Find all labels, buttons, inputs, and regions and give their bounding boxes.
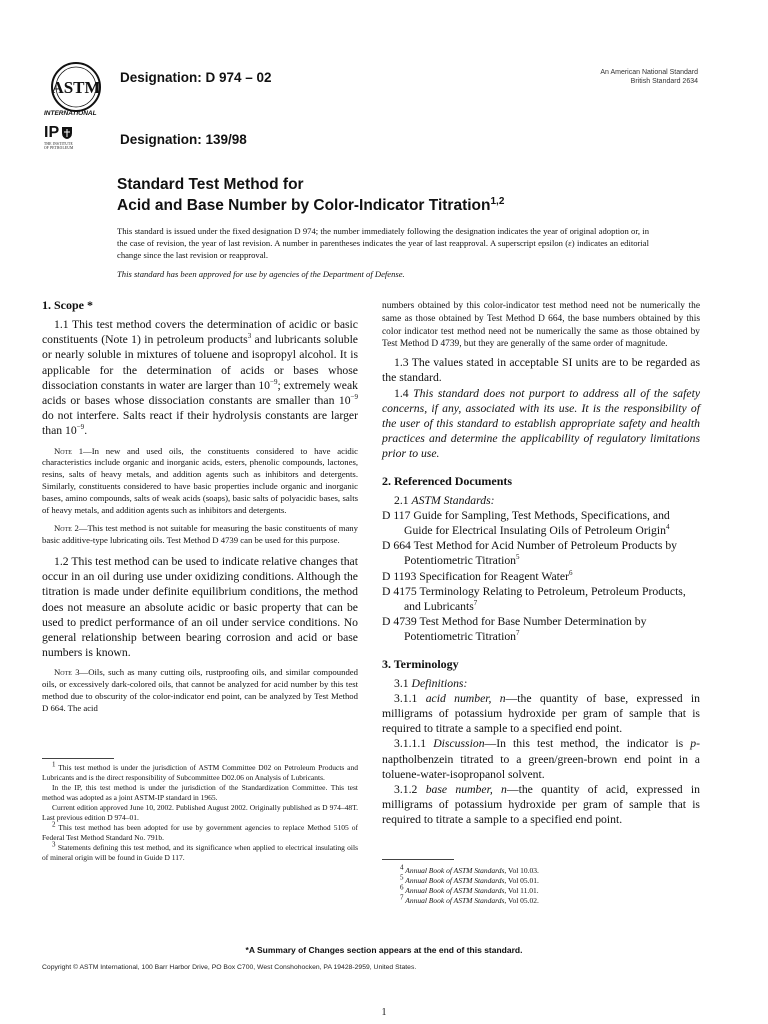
scope-heading: 1. Scope * xyxy=(42,298,93,312)
note-1: Note 1—In new and used oils, the constituents considered to have acidic characteristics include organic and inorganic acids, esters, phenolic compounds, lactones, resins, salts of heavy metals, and addition agents such as inhibitors and detergents. Similarly, constituents considered to have basic properties include organic and inorganic bases, amino compounds, salts of weak acids (soaps), basic salts of polyacidic bases, salts of heavy metals, and addition agents such as inhibitors and detergents. xyxy=(42,445,358,515)
designation-ip: Designation: 139/98 xyxy=(120,132,247,147)
footnote-3: $^3$ Statements defining this test method, and its significance when applied to electrical insulating oils of mineral origin will be found in Guide D 117. xyxy=(42,840,358,862)
ref-item[interactable]: D 4739 Test Method for Base Number Determination by Potentiometric Titration$^7$ xyxy=(382,615,647,644)
ref-item[interactable]: D 664 Test Method for Acid Number of Petroleum Products by Potentiometric Titration$^5$ xyxy=(382,539,678,568)
note-3-continuation: numbers obtained by this color-indicator test method need not be numerically the same as those obtained by Test Method D 664, the base numbers obtained by this color indicator test method need not be numerically the same as those obtained by Test Method D 4739, but they are generally of the same order of magnitude. xyxy=(382,301,700,350)
footnote-rule-right xyxy=(382,859,454,860)
document-title xyxy=(117,174,504,216)
note-2: Note 2—This test method is not suitable for measuring the basic constituents of many basic additive-type lubricating oils. Test Method D 4739 can be used for this purpose. xyxy=(42,523,358,546)
ans-note xyxy=(600,68,698,86)
right-column xyxy=(382,300,700,828)
ip-logo-text: IP xyxy=(44,124,60,141)
ip-logo xyxy=(44,124,104,158)
ip-logo-sub: THE INSTITUTE OF PETROLEUM xyxy=(44,142,74,150)
title-sup: 1,2 xyxy=(490,195,505,207)
def-discussion: 3.1.1.1 Discussion—In this test method, the indicator is p-naptholbenzein titrated to a green/green-brown end point in a toluene-water-isopropanol solvent. xyxy=(382,737,701,781)
ref-item[interactable]: D 117 Guide for Sampling, Test Methods, Specifications, and Guide for Electrical Insulating Oils of Petroleum Origin$^4$ xyxy=(382,508,670,538)
def-base-number: 3.1.2 base number, n—the quantity of acid, expressed in milligrams of potassium hydroxide per gram of sample that is required to titrate a sample to a specified end point. xyxy=(382,783,700,827)
intro xyxy=(117,225,649,280)
intro-p1: This standard is issued under the fixed designation D 974; the number immediately following the designation indicates the year of original adoption or, in the case of revision, the year of last revision. A number in parentheses indicates the year of last reapproval. A superscript epsilon (ε) indicates an editorial change since the last revision or reapproval. xyxy=(117,226,649,260)
footnote-rule-left xyxy=(42,758,114,759)
para-1-4: 1.4 This standard does not purport to address all of the safety concerns, if any, associated with its use. It is the responsibility of the user of this standard to establish appropriate safety and health practices and determine the applicability of regulatory limitations prior to use. xyxy=(382,386,701,461)
def-3-1: 3.1 Definitions: xyxy=(394,676,468,690)
note-3: Note 3—Oils, such as many cutting oils, rustproofing oils, and similar compounded oils, or excessively dark-colored oils, that cannot be analyzed for acid number by this test method due to obscurity of the color-indicator end point, can be analyzed by Test Method D 664. The acid xyxy=(42,667,358,713)
para-1-2: 1.2 This test method can be used to indicate relative changes that occur in an oil during use under oxidizing conditions. Although the titration is made under definite equilibrium conditions, the method does not measure an absolute acidic or basic property that can be used to predict performance of an oil under service conditions. No general relationship between bearing corrosion and acid or base numbers is known. xyxy=(42,555,358,660)
astm-logo-sub: INTERNATIONAL xyxy=(44,110,97,117)
svg-text:ASTM: ASTM xyxy=(51,78,101,97)
para-1-1: 1.1 This test method covers the determination of acidic or basic constituents (Note 1) in petroleum products$^3$ and lubricants soluble or nearly soluble in mixtures of toluene and isopropyl alcohol. It is applicable for the determination of acids or bases whose dissociation constants in water are larger than $10^{-9}$; extremely weak acids or bases whose dissociation constants are smaller than $10^{-9}$ do not interfere. Salts react if their hydrolysis constants are larger than $10^{-9}$. xyxy=(42,318,358,438)
intro-p2: This standard has been approved for use by agencies of the Department of Defense. xyxy=(117,269,405,279)
ans-line-1: An American National Standard xyxy=(600,69,698,76)
footnote-5: $^5$ Annual Book of ASTM Standards, Vol 05.01. xyxy=(400,873,539,885)
designation-astm: Designation: D 974 – 02 xyxy=(120,70,272,85)
ip-shield-icon xyxy=(61,126,73,140)
referenced-sub: 2.1 ASTM Standards: xyxy=(394,493,495,507)
copyright: Copyright © ASTM International, 100 Barr Harbor Drive, PO Box C700, West Conshohocken, PA 19428-2959, United States. xyxy=(42,964,417,971)
referenced-heading: 2. Referenced Documents xyxy=(382,473,513,488)
footnote-2: $^2$ This test method has been adopted for use by government agencies to replace Method 5105 of Federal Test Method Standard No. 791b. xyxy=(42,820,358,842)
referenced-list xyxy=(382,508,700,645)
def-acid-number: 3.1.1 acid number, n—the quantity of base, expressed in milligrams of potassium hydroxide per gram of sample that is required to titrate a sample to a specified end point. xyxy=(382,691,701,736)
page-number: 1 xyxy=(381,1007,387,1018)
ref-item[interactable]: D 4175 Terminology Relating to Petroleum, Petroleum Products, and Lubricants$^7$ xyxy=(382,584,686,614)
astm-logo xyxy=(42,60,112,122)
footnote-1-ip: In the IP, this test method is under the jurisdiction of the Standardization Committee. This test method was adopted as a joint ASTM-IP standard in 1965. xyxy=(42,783,358,802)
footnote-7: $^7$ Annual Book of ASTM Standards, Vol 05.02. xyxy=(400,893,539,905)
footnotes-left xyxy=(42,760,358,863)
footnotes-right xyxy=(390,863,690,906)
footnote-1-edition: Current edition approved June 10, 2002. Published August 2002. Originally published as D 974–48T. Last previous edition D 974–01. xyxy=(42,803,358,822)
terminology-heading: 3. Terminology xyxy=(382,656,459,671)
footnote-4: $^4$ Annual Book of ASTM Standards, Vol 10.03. xyxy=(400,863,539,875)
title-line-2 xyxy=(117,195,504,216)
ref-item[interactable]: D 1193 Specification for Reagent Water$^6$ xyxy=(382,568,573,583)
ans-line-2: British Standard 2634 xyxy=(630,78,698,85)
para-1-3: 1.3 The values stated in acceptable SI units are to be regarded as the standard. xyxy=(382,356,700,385)
title-line-1: Standard Test Method for xyxy=(117,176,304,193)
left-column xyxy=(42,298,358,722)
summary-note: *A Summary of Changes section appears at the end of this standard. xyxy=(245,945,523,955)
title-line-2-text: Acid and Base Number by Color-Indicator Titration xyxy=(117,197,491,214)
footnote-6: $^6$ Annual Book of ASTM Standards, Vol 11.01. xyxy=(400,883,539,895)
footnote-1: $^1$ This test method is under the jurisdiction of ASTM Committee D02 on Petroleum Products and Lubricants and is the direct responsibility of Subcommittee D02.06 on Analysis of Lubricants. xyxy=(42,760,358,782)
